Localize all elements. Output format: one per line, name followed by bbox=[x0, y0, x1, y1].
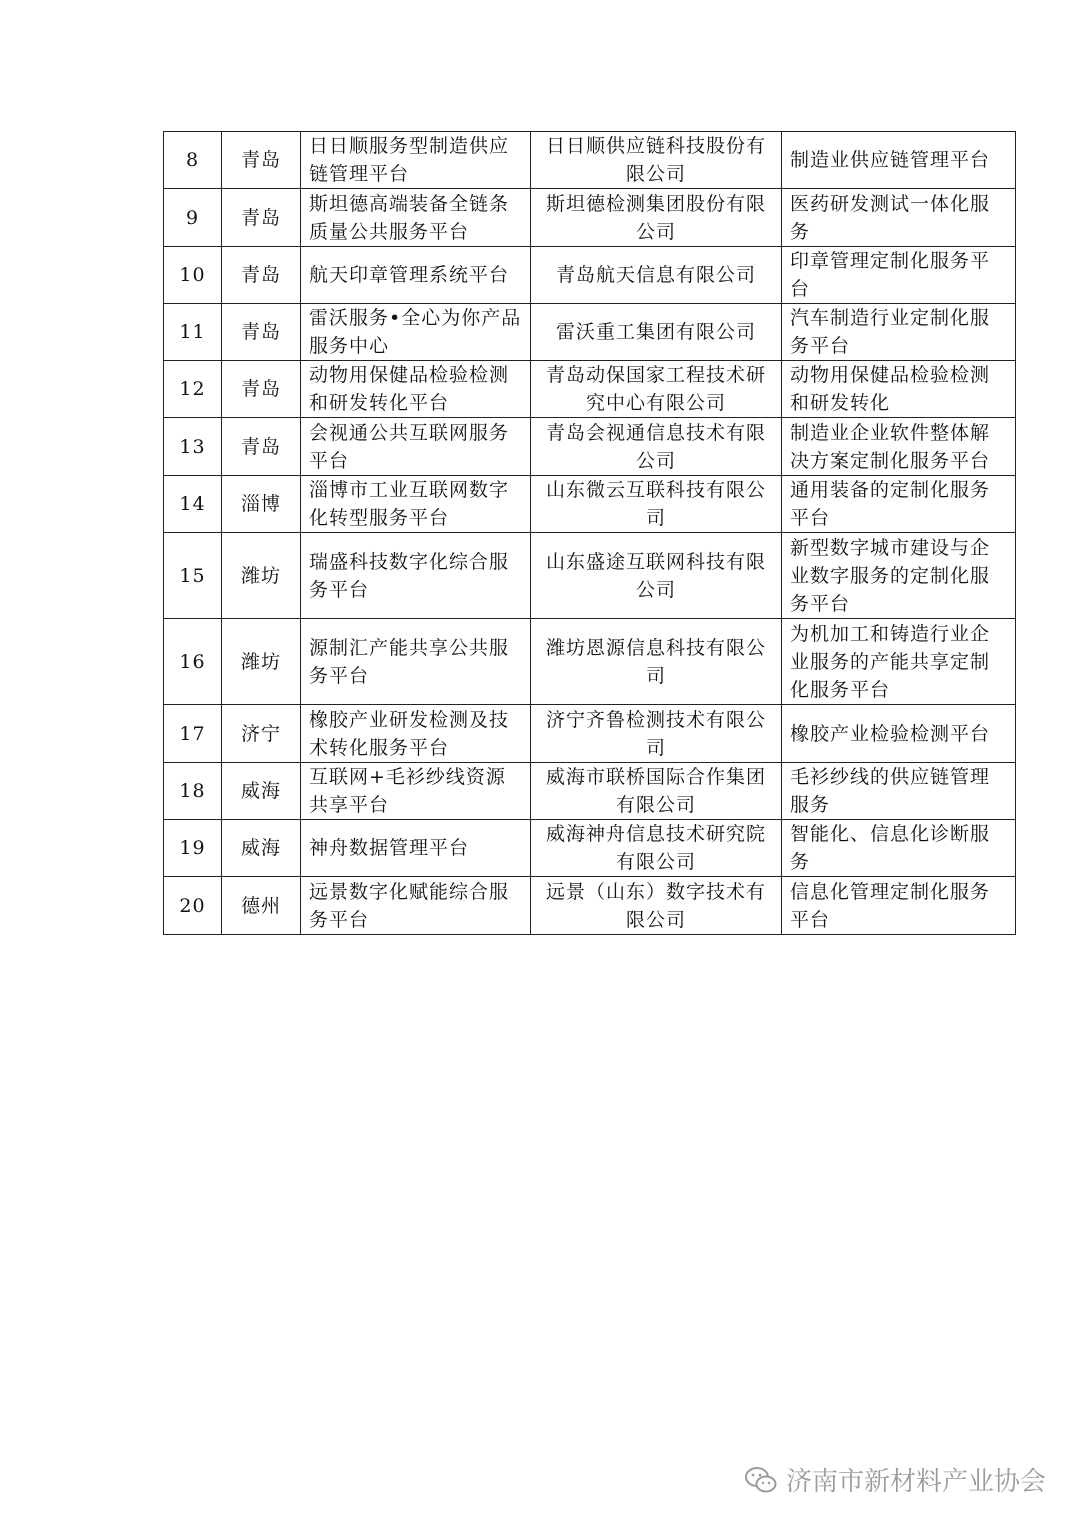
row-number: 12 bbox=[164, 361, 222, 418]
row-platform-name: 斯坦德高端装备全链条质量公共服务平台 bbox=[301, 189, 531, 247]
row-platform-name: 瑞盛科技数字化综合服务平台 bbox=[301, 533, 531, 619]
row-service-content: 医药研发测试一体化服务 bbox=[782, 189, 1016, 247]
table-row bbox=[164, 304, 1016, 361]
row-platform-name: 互联网+毛衫纱线资源共享平台 bbox=[301, 763, 531, 820]
table-row bbox=[164, 533, 1016, 619]
table-row bbox=[164, 705, 1016, 763]
row-platform-name: 远景数字化赋能综合服务平台 bbox=[301, 877, 531, 935]
table-row bbox=[164, 877, 1016, 935]
row-service-content: 印章管理定制化服务平台 bbox=[782, 247, 1016, 304]
row-company: 青岛航天信息有限公司 bbox=[531, 247, 782, 304]
row-platform-name: 源制汇产能共享公共服务平台 bbox=[301, 619, 531, 705]
watermark-text: 济南市新材料产业协会 bbox=[785, 1467, 1046, 1497]
row-company: 斯坦德检测集团股份有限公司 bbox=[531, 189, 782, 247]
row-number: 19 bbox=[164, 820, 222, 877]
table-row bbox=[164, 361, 1016, 418]
table-row bbox=[164, 189, 1016, 247]
table-row bbox=[164, 763, 1016, 820]
row-service-content: 新型数字城市建设与企业数字服务的定制化服务平台 bbox=[782, 533, 1016, 619]
row-service-content: 汽车制造行业定制化服务平台 bbox=[782, 304, 1016, 361]
row-city: 青岛 bbox=[222, 189, 301, 247]
row-city: 济宁 bbox=[222, 705, 301, 763]
row-service-content: 制造业企业软件整体解决方案定制化服务平台 bbox=[782, 418, 1016, 476]
row-company: 威海神舟信息技术研究院有限公司 bbox=[531, 820, 782, 877]
table-row bbox=[164, 619, 1016, 705]
row-city: 德州 bbox=[222, 877, 301, 935]
watermark bbox=[744, 1461, 1046, 1498]
row-service-content: 动物用保健品检验检测和研发转化 bbox=[782, 361, 1016, 418]
row-platform-name: 神舟数据管理平台 bbox=[301, 820, 531, 877]
row-service-content: 橡胶产业检验检测平台 bbox=[782, 705, 1016, 763]
row-platform-name: 动物用保健品检验检测和研发转化平台 bbox=[301, 361, 531, 418]
table-row bbox=[164, 132, 1016, 189]
row-city: 青岛 bbox=[222, 132, 301, 189]
row-number: 17 bbox=[164, 705, 222, 763]
row-company: 威海市联桥国际合作集团有限公司 bbox=[531, 763, 782, 820]
wechat-icon bbox=[744, 1465, 778, 1495]
row-platform-name: 会视通公共互联网服务平台 bbox=[301, 418, 531, 476]
row-city: 青岛 bbox=[222, 418, 301, 476]
row-number: 10 bbox=[164, 247, 222, 304]
platform-list-table bbox=[163, 131, 1016, 935]
row-platform-name: 航天印章管理系统平台 bbox=[301, 247, 531, 304]
row-company: 济宁齐鲁检测技术有限公司 bbox=[531, 705, 782, 763]
table-row bbox=[164, 820, 1016, 877]
row-company: 潍坊恩源信息科技有限公司 bbox=[531, 619, 782, 705]
row-company: 远景（山东）数字技术有限公司 bbox=[531, 877, 782, 935]
row-service-content: 为机加工和铸造行业企业服务的产能共享定制化服务平台 bbox=[782, 619, 1016, 705]
row-city: 潍坊 bbox=[222, 533, 301, 619]
row-number: 9 bbox=[164, 189, 222, 247]
row-platform-name: 淄博市工业互联网数字化转型服务平台 bbox=[301, 476, 531, 533]
row-number: 20 bbox=[164, 877, 222, 935]
row-number: 16 bbox=[164, 619, 222, 705]
row-company: 青岛会视通信息技术有限公司 bbox=[531, 418, 782, 476]
row-service-content: 信息化管理定制化服务平台 bbox=[782, 877, 1016, 935]
row-company: 日日顺供应链科技股份有限公司 bbox=[531, 132, 782, 189]
row-city: 青岛 bbox=[222, 304, 301, 361]
row-platform-name: 橡胶产业研发检测及技术转化服务平台 bbox=[301, 705, 531, 763]
row-city: 青岛 bbox=[222, 247, 301, 304]
row-number: 14 bbox=[164, 476, 222, 533]
row-number: 13 bbox=[164, 418, 222, 476]
row-number: 15 bbox=[164, 533, 222, 619]
row-city: 威海 bbox=[222, 820, 301, 877]
row-city: 青岛 bbox=[222, 361, 301, 418]
row-number: 8 bbox=[164, 132, 222, 189]
row-company: 雷沃重工集团有限公司 bbox=[531, 304, 782, 361]
row-service-content: 制造业供应链管理平台 bbox=[782, 132, 1016, 189]
row-company: 山东微云互联科技有限公司 bbox=[531, 476, 782, 533]
row-service-content: 毛衫纱线的供应链管理服务 bbox=[782, 763, 1016, 820]
table-row bbox=[164, 476, 1016, 533]
row-platform-name: 雷沃服务•全心为你产品服务中心 bbox=[301, 304, 531, 361]
row-service-content: 通用装备的定制化服务平台 bbox=[782, 476, 1016, 533]
row-service-content: 智能化、信息化诊断服务 bbox=[782, 820, 1016, 877]
row-city: 潍坊 bbox=[222, 619, 301, 705]
row-number: 18 bbox=[164, 763, 222, 820]
table-body bbox=[164, 132, 1016, 935]
row-company: 山东盛途互联网科技有限公司 bbox=[531, 533, 782, 619]
row-city: 威海 bbox=[222, 763, 301, 820]
table-row bbox=[164, 247, 1016, 304]
row-platform-name: 日日顺服务型制造供应链管理平台 bbox=[301, 132, 531, 189]
row-company: 青岛动保国家工程技术研究中心有限公司 bbox=[531, 361, 782, 418]
table-row bbox=[164, 418, 1016, 476]
row-number: 11 bbox=[164, 304, 222, 361]
row-city: 淄博 bbox=[222, 476, 301, 533]
